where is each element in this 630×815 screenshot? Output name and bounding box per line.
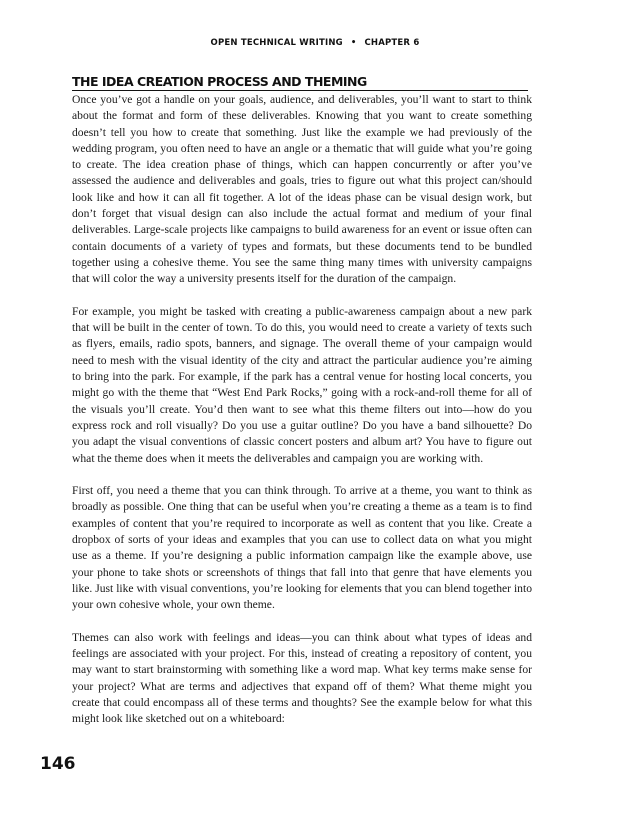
book-title: OPEN TECHNICAL WRITING <box>210 38 343 48</box>
body-text <box>72 92 532 744</box>
paragraph: Themes can also work with feelings and ideas—you can think about what types of ideas and feelings are associated with your project. For this, instead of creating a repository of content, you may want to start brainstorming with something like a word map. What key terms make sense for your project? What are terms and adjectives that expand off of them? What theme might you create that could encompass all of these terms and thoughts? See the example below for what this might look like sketched out on a whiteboard: <box>72 630 532 726</box>
section-heading: THE IDEA CREATION PROCESS AND THEMING <box>72 74 528 91</box>
paragraph: For example, you might be tasked with creating a public-awareness campaign about a new park that will be built in the center of town. To do this, you would need to create a variety of texts such as flyers, emails, radio spots, banners, and signage. The overall theme of your campaign would need to mesh with the visual identity of the city and attract the particular audience you’re aiming to bring into the park. For example, if the park has a central venue for hosting local concerts, you might go with the theme that “West End Park Rocks,” going with a rock-and-roll theme for all of the visuals you’ll create. You’d then want to see what this theme filters out into—how do you express rock and roll visually? Do you use a guitar outline? Do you have a band silhouette? Do you adapt the visual conventions of classic concert posters and album art? You have to figure out what the theme does when it meets the deliverables and campaign you are working with. <box>72 304 532 465</box>
paragraph: Once you’ve got a handle on your goals, audience, and deliverables, you’ll want to start to think about the format and form of these deliverables. Knowing that you want to create something doesn’t tell you how to create that something. Just like the example we had previously of the wedding program, you often need to have an angle or a thematic that will guide what you’re going to create. The idea creation phase of things, which can happen concurrently or after you’ve assessed the audience and deliverables and goals, tries to figure out what this project can/should look like and how it can all fit together. A lot of the ideas phase can be visual design work, but don’t forget that visual design can also include the actual format and medium of your final deliverables. Large-scale projects like campaigns to build awareness for an event or issue often can contain documents of a variety of types and formats, but these documents tend to be bundled together using a cohesive theme. You see the same thing many times with university campaigns that will color the way a university presents itself for the duration of the campaign. <box>72 93 532 286</box>
paragraph: First off, you need a theme that you can think through. To arrive at a theme, you want to think as broadly as possible. One thing that can be useful when you’re creating a theme as a team is to find examples of content that you’re required to incorporate as well as content that you like. Create a dropbox of sorts of your ideas and examples that you can use to collect data on what you might use as a theme. If you’re designing a public information campaign like the example above, use your phone to take shots or screenshots of things that fall into that genre that have elements you like. Just like with visual conventions, you’re looking for elements that you can blend together into your own cohesive whole, your own theme. <box>72 484 532 612</box>
chapter-label: CHAPTER 6 <box>364 38 420 48</box>
header-separator: • <box>350 38 357 48</box>
page-number: 146 <box>40 754 76 774</box>
running-header <box>0 38 630 48</box>
